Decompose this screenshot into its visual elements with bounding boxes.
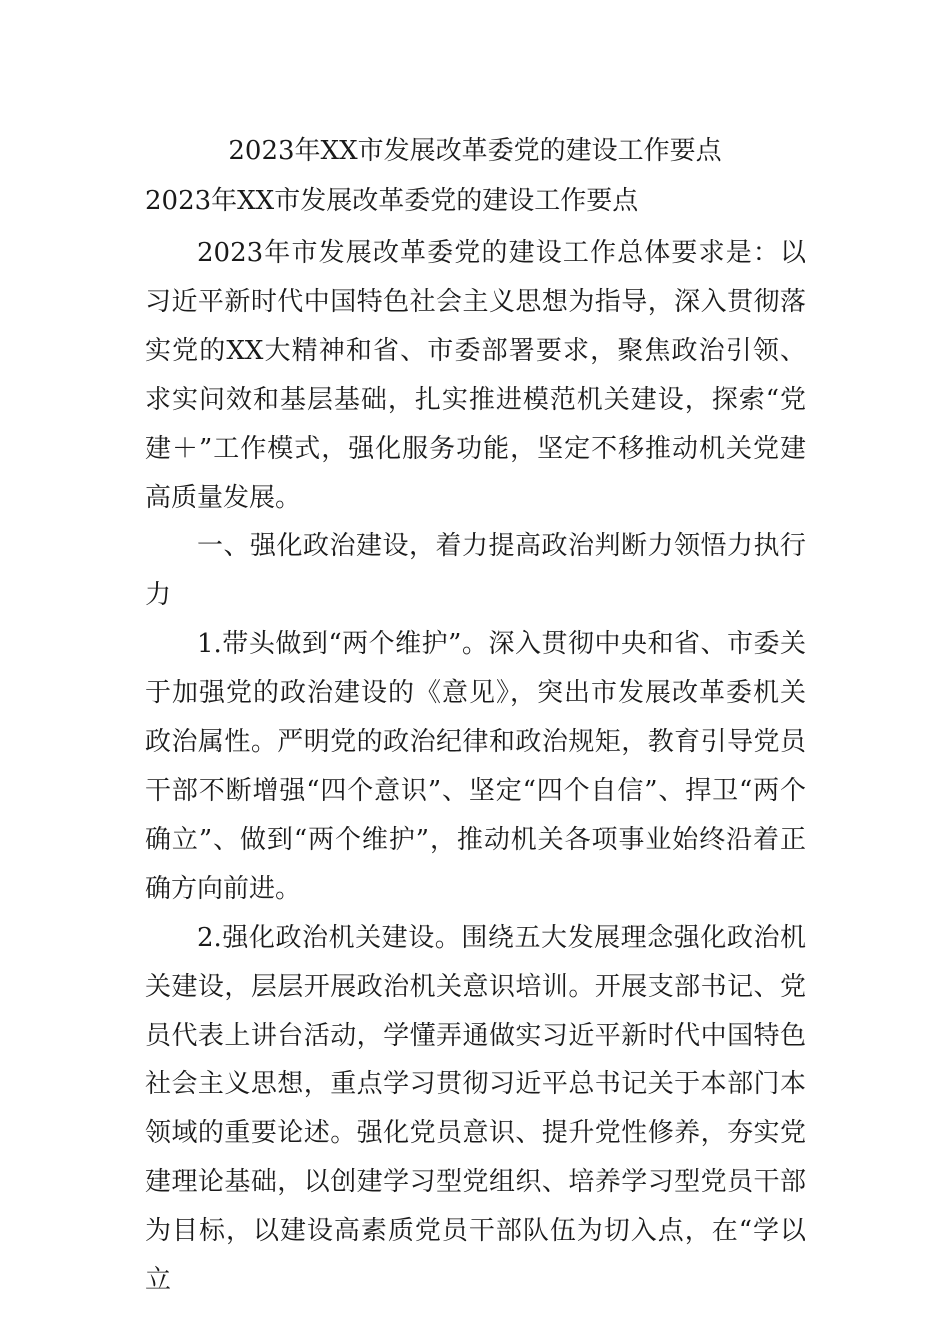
document-subtitle: 2023年XX市发展改革委党的建设工作要点 [145, 186, 639, 216]
paragraph-overview: 2023年市发展改革委党的建设工作总体要求是：以习近平新时代中国特色社会主义思想为指导，深入贯彻落实党的XX大精神和省、市委部署要求，聚焦政治引领、求实问效和基层基础，扎实推进模范机关建设，探索“党建＋”工作模式，强化服务功能，坚定不移推动机关党建高质量发展。 [145, 238, 806, 513]
section-heading-political-construction: 一、强化政治建设，着力提高政治判断力领悟力执行力 [145, 531, 806, 611]
document-body [145, 229, 806, 1305]
document-title: 2023年XX市发展改革委党的建设工作要点 [228, 136, 722, 166]
paragraph-item-1: 1.带头做到“两个维护”。深入贯彻中央和省、市委关于加强党的政治建设的《意见》，突出市发展改革委机关政治属性。严明党的政治纪律和政治规矩，教育引导党员干部不断增强“四个意识”、坚定“四个自信”、捍卫“两个确立”、做到“两个维护”，推动机关各项事业始终沿着正确方向前进。 [145, 629, 806, 904]
paragraph-item-2: 2.强化政治机关建设。围绕五大发展理念强化政治机关建设，层层开展政治机关意识培训。开展支部书记、党员代表上讲台活动，学懂弄通做实习近平新时代中国特色社会主义思想，重点学习贯彻习近平总书记关于本部门本领域的重要论述。强化党员意识、提升党性修养，夯实党建理论基础，以创建学习型党组织、培养学习型党员干部为目标，以建设高素质党员干部队伍为切入点，在“学以立 [145, 922, 806, 1296]
